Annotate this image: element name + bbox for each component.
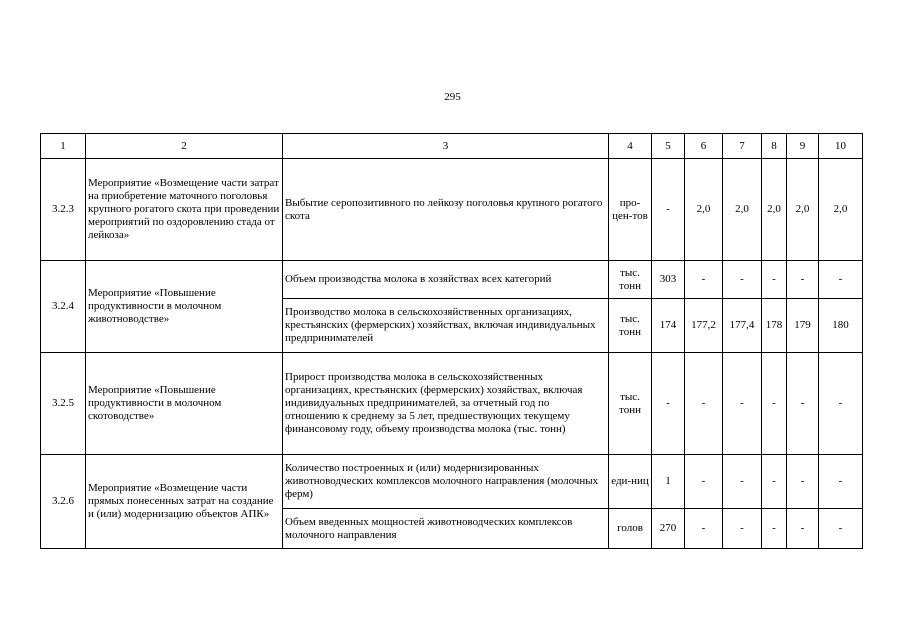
indicator-name: Объем введенных мощностей животноводческих комплексов молочного направления <box>283 509 609 549</box>
value-cell: 177,2 <box>685 299 723 353</box>
indicator-name: Объем производства молока в хозяйствах всех категорий <box>283 261 609 299</box>
value-cell: - <box>685 353 723 455</box>
unit-cell: про-цен-тов <box>609 159 652 261</box>
header-cell: 5 <box>652 134 685 159</box>
value-cell: 2,0 <box>762 159 787 261</box>
row-code: 3.2.3 <box>41 159 86 261</box>
indicator-name: Производство молока в сельскохозяйственных организациях, крестьянских (фермерских) хозяйствах, включая индивидуальных предпринимателей <box>283 299 609 353</box>
unit-cell: голов <box>609 509 652 549</box>
program-indicators-table <box>40 133 863 549</box>
table-row <box>41 455 863 509</box>
header-cell: 4 <box>609 134 652 159</box>
value-cell: - <box>723 509 762 549</box>
indicator-name: Прирост производства молока в сельскохозяйственных организациях, крестьянских (фермерских) хозяйствах, включая индивидуальных предпринимателей, за отчетный год по отношению к среднему за 5 лет, предшествующих текущему финансовому году, объему производства молока (тыс. тонн) <box>283 353 609 455</box>
value-cell: - <box>762 455 787 509</box>
value-cell: 303 <box>652 261 685 299</box>
header-cell: 8 <box>762 134 787 159</box>
header-row <box>41 134 863 159</box>
unit-cell: тыс. тонн <box>609 261 652 299</box>
value-cell: - <box>787 353 819 455</box>
value-cell: - <box>685 455 723 509</box>
value-cell: - <box>819 455 863 509</box>
value-cell: 179 <box>787 299 819 353</box>
table-row <box>41 159 863 261</box>
value-cell: - <box>723 261 762 299</box>
value-cell: 2,0 <box>685 159 723 261</box>
value-cell: - <box>723 455 762 509</box>
indicator-name: Выбытие серопозитивного по лейкозу поголовья крупного рогатого скота <box>283 159 609 261</box>
header-cell: 3 <box>283 134 609 159</box>
value-cell: 2,0 <box>723 159 762 261</box>
value-cell: 180 <box>819 299 863 353</box>
header-cell: 2 <box>86 134 283 159</box>
value-cell: - <box>819 509 863 549</box>
value-cell: - <box>762 261 787 299</box>
header-cell: 10 <box>819 134 863 159</box>
value-cell: 1 <box>652 455 685 509</box>
value-cell: - <box>685 261 723 299</box>
value-cell: - <box>787 261 819 299</box>
activity-name: Мероприятие «Возмещение части прямых понесенных затрат на создание и (или) модернизацию объектов АПК» <box>86 455 283 549</box>
activity-name: Мероприятие «Возмещение части затрат на приобретение маточного поголовья крупного рогатого скота при проведении мероприятий по оздоровлению стада от лейкоза» <box>86 159 283 261</box>
table-row <box>41 261 863 299</box>
table-row <box>41 353 863 455</box>
value-cell: 177,4 <box>723 299 762 353</box>
activity-name: Мероприятие «Повышение продуктивности в молочном животноводстве» <box>86 261 283 353</box>
unit-cell: тыс. тонн <box>609 353 652 455</box>
value-cell: 2,0 <box>787 159 819 261</box>
header-cell: 6 <box>685 134 723 159</box>
page-number: 295 <box>444 91 461 103</box>
header-cell: 1 <box>41 134 86 159</box>
indicator-name: Количество построенных и (или) модернизированных животноводческих комплексов молочного направления (молочных ферм) <box>283 455 609 509</box>
value-cell: - <box>787 509 819 549</box>
row-code: 3.2.6 <box>41 455 86 549</box>
value-cell: 178 <box>762 299 787 353</box>
value-cell: 2,0 <box>819 159 863 261</box>
value-cell: - <box>819 261 863 299</box>
row-code: 3.2.4 <box>41 261 86 353</box>
value-cell: - <box>762 509 787 549</box>
value-cell: 270 <box>652 509 685 549</box>
header-cell: 7 <box>723 134 762 159</box>
unit-cell: тыс. тонн <box>609 299 652 353</box>
value-cell: - <box>819 353 863 455</box>
value-cell: - <box>762 353 787 455</box>
header-cell: 9 <box>787 134 819 159</box>
value-cell: - <box>787 455 819 509</box>
value-cell: - <box>652 353 685 455</box>
unit-cell: еди-ниц <box>609 455 652 509</box>
row-code: 3.2.5 <box>41 353 86 455</box>
value-cell: - <box>652 159 685 261</box>
activity-name: Мероприятие «Повышение продуктивности в молочном скотоводстве» <box>86 353 283 455</box>
value-cell: - <box>723 353 762 455</box>
value-cell: - <box>685 509 723 549</box>
value-cell: 174 <box>652 299 685 353</box>
